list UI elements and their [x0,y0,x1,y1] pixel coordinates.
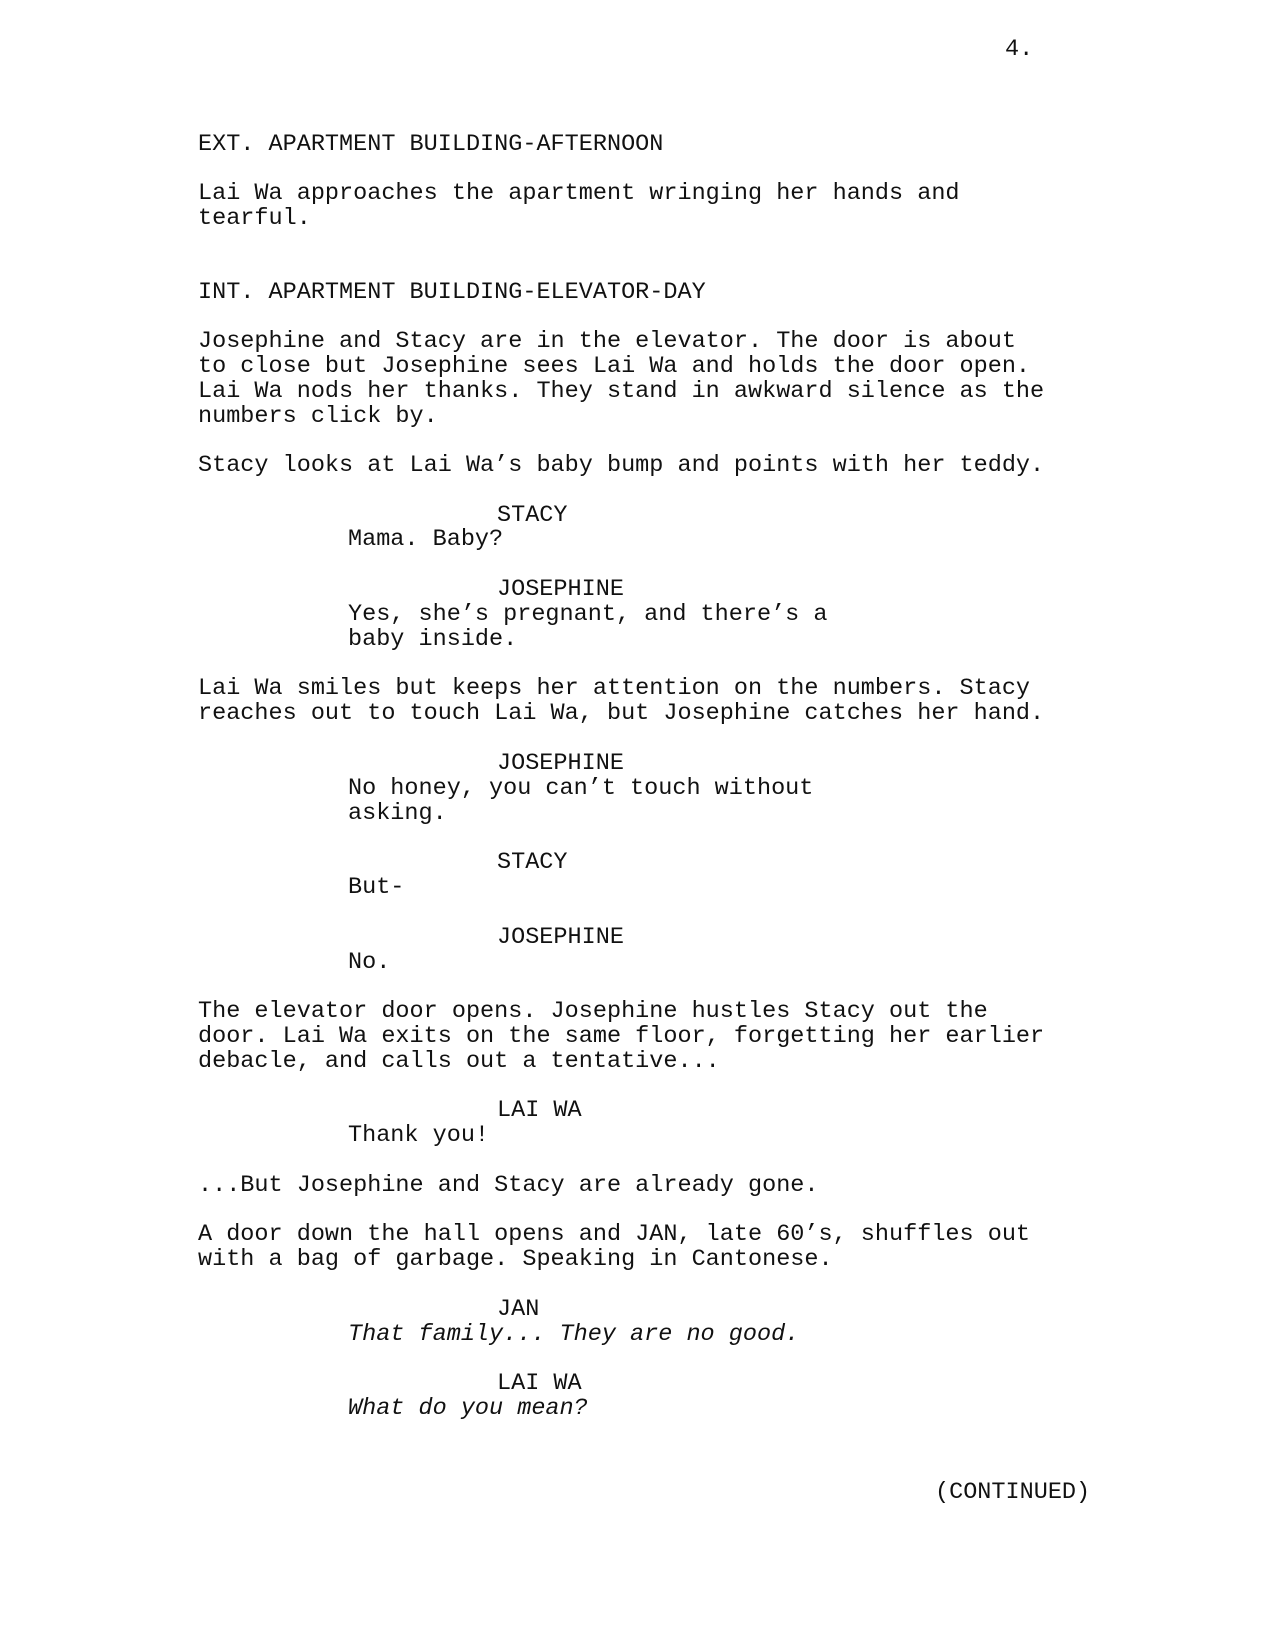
action-line: Lai Wa smiles but keeps her attention on the numbers. Stacy reaches out to touch Lai Wa, but Josephine catches her hand. [198,675,1045,727]
dialogue: What do you mean? [348,1395,588,1422]
action-line: Lai Wa approaches the apartment wringing her hands and tearful. [198,180,960,232]
action-line: The elevator door opens. Josephine hustles Stacy out the door. Lai Wa exits on the same floor, forgetting her earlier debacle, and calls out a tentative... [198,998,1045,1075]
character-name: JAN [497,1296,540,1323]
scene-heading: INT. APARTMENT BUILDING-ELEVATOR-DAY [198,279,706,306]
dialogue: No honey, you can’t touch without asking. [348,775,814,827]
action-line: Stacy looks at Lai Wa’s baby bump and points with her teddy. [198,452,1045,479]
character-name: STACY [497,502,568,529]
dialogue: That family... They are no good. [348,1321,800,1348]
continued-marker: (CONTINUED) [935,1479,1091,1506]
page-number: 4. [1005,36,1034,63]
action-line: A door down the hall opens and JAN, late 60’s, shuffles out with a bag of garbage. Speaking in Cantonese. [198,1221,1031,1273]
dialogue: Mama. Baby? [348,526,504,553]
character-name: JOSEPHINE [497,750,624,777]
dialogue: No. [348,949,391,976]
action-line: Josephine and Stacy are in the elevator. The door is about to close but Josephine sees Lai Wa and holds the door open. Lai Wa nods her thanks. They stand in awkward silence as the numbers click by. [198,328,1045,430]
scene-heading: EXT. APARTMENT BUILDING-AFTERNOON [198,131,664,158]
character-name: JOSEPHINE [497,576,624,603]
dialogue: Thank you! [348,1122,490,1149]
character-name: LAI WA [497,1370,582,1397]
dialogue: Yes, she’s pregnant, and there’s a baby inside. [348,601,828,653]
action-line: ...But Josephine and Stacy are already gone. [198,1172,819,1199]
character-name: LAI WA [497,1097,582,1124]
character-name: JOSEPHINE [497,924,624,951]
dialogue: But- [348,874,405,901]
character-name: STACY [497,849,568,876]
